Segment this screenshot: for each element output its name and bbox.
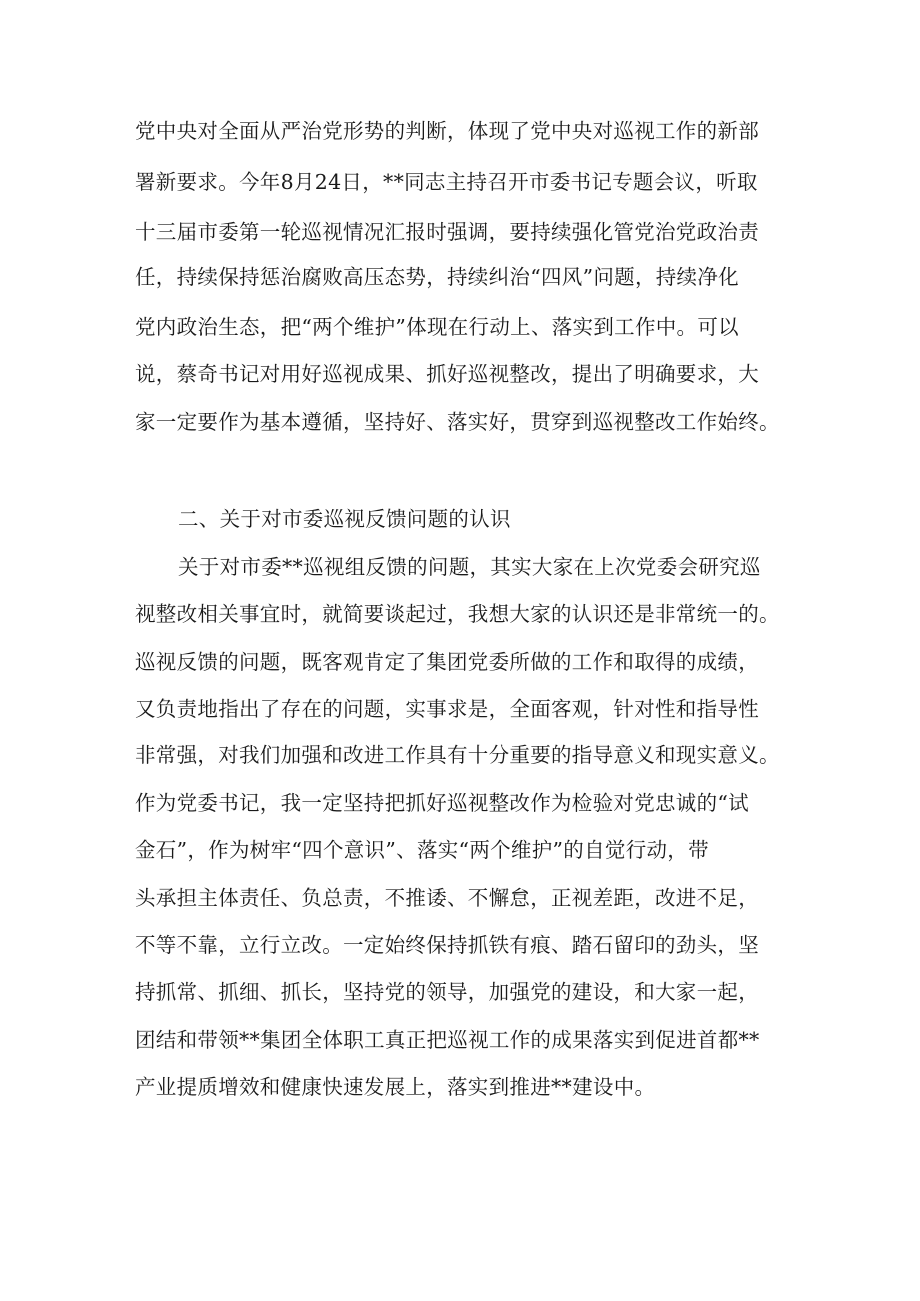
paragraph-2-line: 产业提质增效和健康快速发展上，落实到推进**建设中。: [135, 1075, 656, 1099]
section-heading: 二、关于对市委巡视反馈问题的认识: [178, 507, 511, 531]
paragraph-2-line: 不等不靠，立行立改。一定始终保持抓铁有痕、踏石留印的劲头，坚: [135, 933, 759, 957]
paragraph-1-line: 任，持续保持惩治腐败高压态势，持续纠治“四风”问题，持续净化: [135, 265, 739, 289]
paragraph-2-line: 金石”，作为树牢“四个意识”、落实“两个维护”的自觉行动，带: [135, 838, 709, 862]
paragraph-2-line: 又负责地指出了存在的问题，实事求是，全面客观，针对性和指导性: [135, 697, 759, 721]
paragraph-2-line: 视整改相关事宜时，就简要谈起过，我想大家的认识还是非常统一的。: [135, 602, 780, 626]
paragraph-2-line: 非常强，对我们加强和改进工作具有十分重要的指导意义和现实意义。: [135, 743, 780, 767]
paragraph-1-line: 党内政治生态，把“两个维护”体现在行动上、落实到工作中。可以: [135, 315, 739, 339]
paragraph-2-line: 关于对市委**巡视组反馈的问题，其实大家在上次党委会研究巡: [178, 555, 761, 579]
paragraph-2-line: 头承担主体责任、负总责，不推诿、不懈怠，正视差距，改进不足，: [135, 886, 759, 910]
paragraph-1-line: 署新要求。今年8月24日，**同志主持召开市委书记专题会议，听取: [135, 170, 758, 194]
paragraph-2-line: 作为党委书记，我一定坚持把抓好巡视整改作为检验对党忠诚的“试: [135, 791, 749, 815]
paragraph-2-line: 巡视反馈的问题，既客观肯定了集团党委所做的工作和取得的成绩，: [135, 650, 759, 674]
paragraph-2-line: 持抓常、抓细、抓长，坚持党的领导，加强党的建设，和大家一起，: [135, 980, 759, 1004]
paragraph-1-line: 家一定要作为基本遵循，坚持好、落实好，贯穿到巡视整改工作始终。: [135, 410, 780, 434]
paragraph-1-line: 说，蔡奇书记对用好巡视成果、抓好巡视整改，提出了明确要求，大: [135, 362, 759, 386]
paragraph-2-line: 团结和带领**集团全体职工真正把巡视工作的成果落实到促进首都**: [135, 1028, 760, 1052]
paragraph-1-line: 党中央对全面从严治党形势的判断，体现了党中央对巡视工作的新部: [135, 119, 759, 143]
paragraph-1-line: 十三届市委第一轮巡视情况汇报时强调，要持续强化管党治党政治责: [135, 220, 759, 244]
